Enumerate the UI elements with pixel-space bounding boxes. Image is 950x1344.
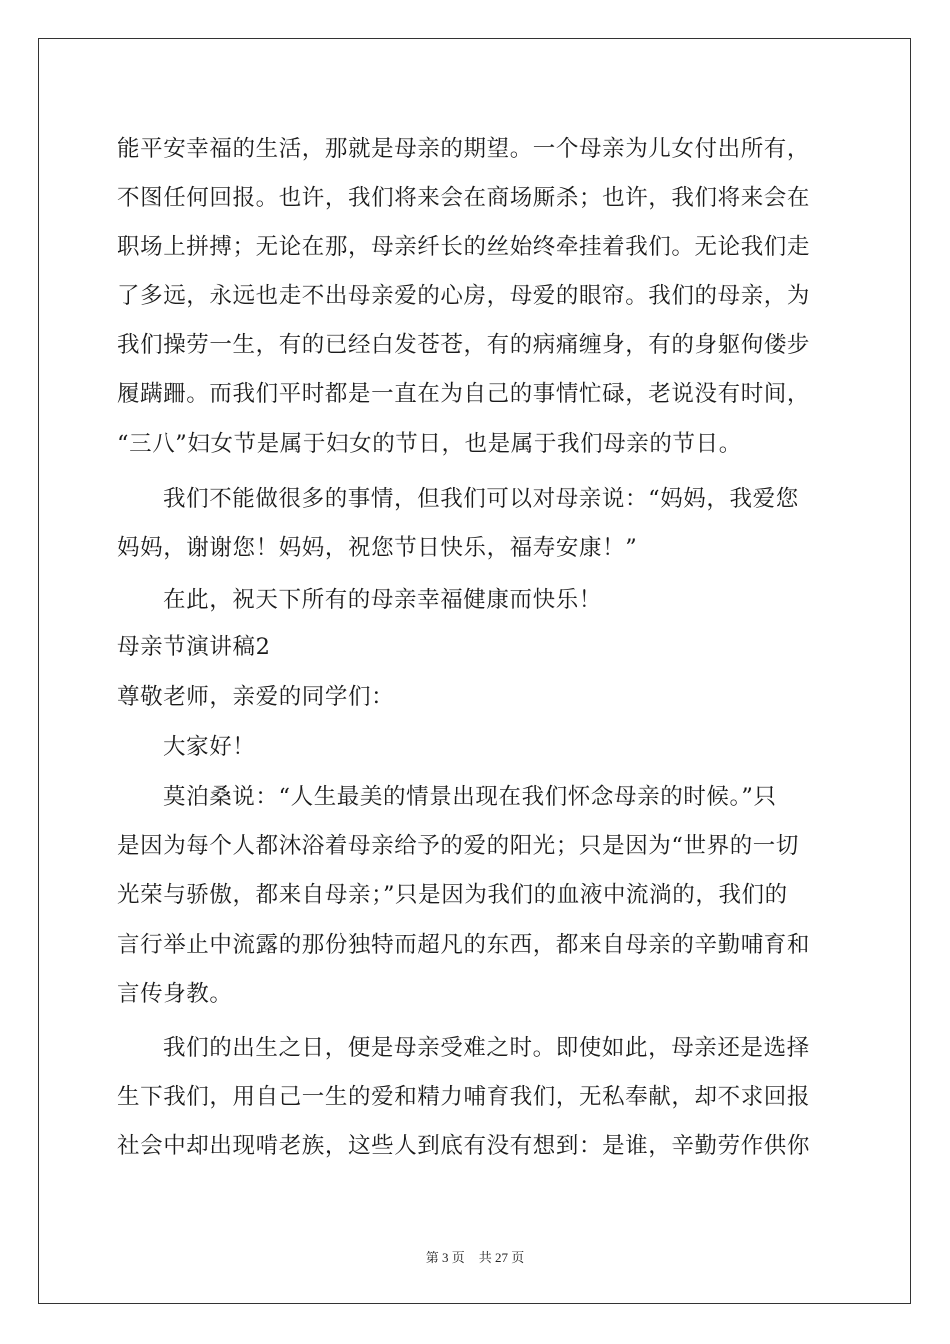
paragraph-start-line: 我们的出生之日，便是母亲受难之时。即使如此，母亲还是选择: [163, 1035, 810, 1061]
body-line: 言传身教。: [117, 981, 233, 1007]
page-number: 第 3 页: [425, 1250, 465, 1265]
page-footer: [0, 1247, 950, 1266]
body-line: 我们操劳一生，有的已经白发苍苍，有的病痛缠身，有的身躯佝偻步: [117, 332, 811, 358]
body-line: “三八”妇女节是属于妇女的节日，也是属于我们母亲的节日。: [117, 431, 742, 457]
body-line: 职场上拼搏；无论在那，母亲纤长的丝始终牵挂着我们。无论我们走: [117, 234, 811, 260]
body-line: 了多远，永远也走不出母亲爱的心房，母爱的眼帘。我们的母亲，为: [117, 283, 811, 309]
body-line: 不图任何回报。也许，我们将来会在商场厮杀；也许，我们将来会在: [117, 185, 811, 211]
section-title: 母亲节演讲稿2: [117, 634, 271, 660]
paragraph-start-line: 莫泊桑说：“人生最美的情景出现在我们怀念母亲的时候。”只: [163, 784, 777, 810]
body-line: 言行举止中流露的那份独特而超凡的东西，都来自母亲的辛勤哺育和: [117, 932, 811, 958]
paragraph-start-line: 在此，祝天下所有的母亲幸福健康而快乐！: [163, 587, 602, 613]
greeting: 大家好！: [163, 734, 256, 760]
body-line: 光荣与骄傲，都来自母亲；”只是因为我们的血液中流淌的，我们的: [117, 882, 788, 908]
page-total: 共 27 页: [478, 1250, 525, 1265]
salutation: 尊敬老师，亲爱的同学们：: [117, 684, 395, 710]
body-line: 妈妈，谢谢您！妈妈，祝您节日快乐，福寿安康！”: [117, 535, 638, 561]
body-line: 生下我们，用自己一生的爱和精力哺育我们，无私奉献，却不求回报: [117, 1084, 811, 1110]
body-line: 能平安幸福的生活，那就是母亲的期望。一个母亲为儿女付出所有，: [117, 136, 811, 162]
body-line: 履蹒跚。而我们平时都是一直在为自己的事情忙碌，老说没有时间，: [117, 381, 811, 407]
body-line: 是因为每个人都沐浴着母亲给予的爱的阳光；只是因为“世界的一切: [117, 833, 800, 859]
paragraph-start-line: 我们不能做很多的事情，但我们可以对母亲说：“妈妈，我爱您: [163, 486, 799, 512]
body-line: 社会中却出现啃老族，这些人到底有没有想到：是谁，辛勤劳作供你: [117, 1133, 811, 1159]
